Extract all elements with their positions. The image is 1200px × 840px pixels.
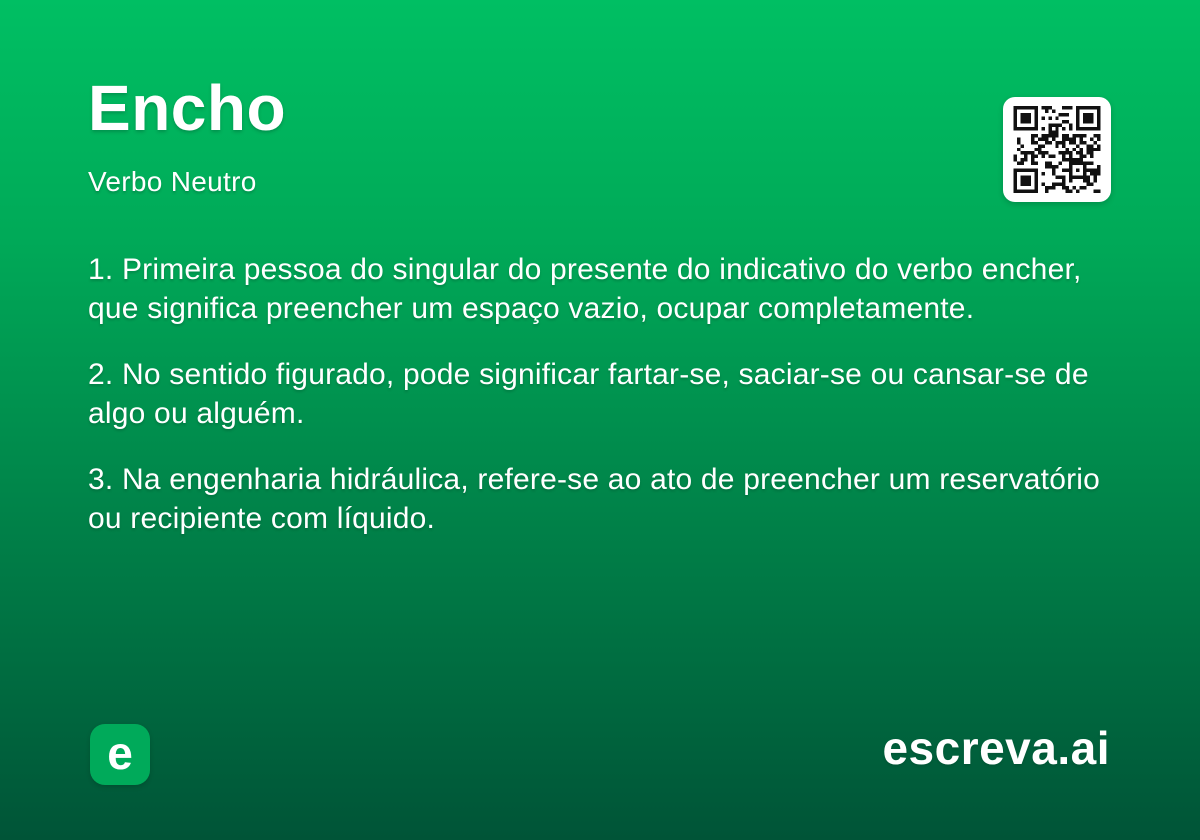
brand-wordmark: escreva.ai: [882, 722, 1110, 774]
word-title: Encho: [88, 72, 287, 144]
word-class-subtitle: Verbo Neutro: [88, 166, 257, 197]
definition-item-3: 3. Na engenharia hidráulica, refere-se ao ato de preencher um reservatório ou recipiente com líquido.: [88, 463, 1101, 535]
definition-item-2: 2. No sentido figurado, pode significar fartar-se, saciar-se ou cansar-se de algo ou alguém.: [88, 358, 1089, 430]
qr-pattern: [1012, 106, 1102, 193]
logo-letter: e: [107, 726, 133, 779]
definition-item-1: 1. Primeira pessoa do singular do presente do indicativo do verbo encher, que significa preencher um espaço vazio, ocupar completamente.: [88, 253, 1082, 325]
qr-code-icon: [1003, 97, 1111, 202]
logo-badge: [90, 724, 150, 785]
definitions-list: [88, 250, 1108, 565]
